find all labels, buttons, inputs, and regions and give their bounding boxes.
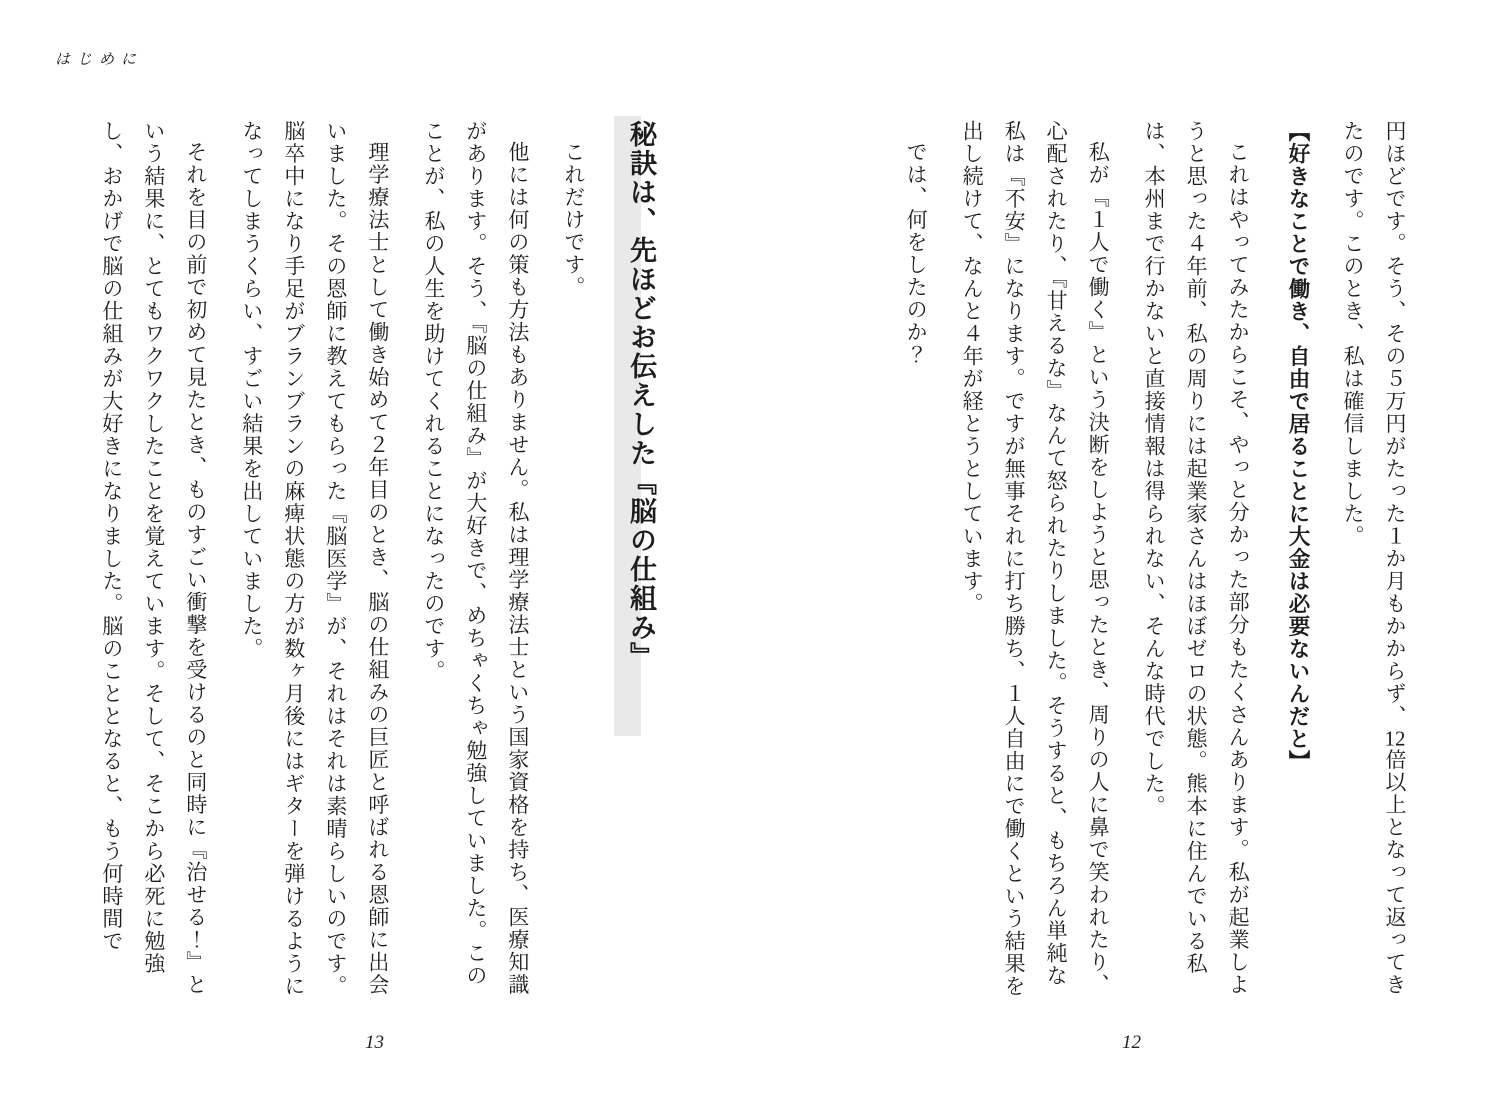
page12-paragraph-2: 私が『１人で働く』という決断をしようと思ったとき、周りの人に鼻で笑われたり、心配されたり、『甘えるな』なんて怒られたりしました。そうすると、もちろん単純な私は『不安』になります。ですが無事それに打ち勝ち、１人自由にで働くという結果を出し続けて、なんと４年が経とうとしています。 xyxy=(960,120,1111,998)
page13-paragraph-3: 理学療法士として働き始めて２年目のとき、脳の仕組みの巨匠と呼ばれる恩師に出会いました。その恩師に教えてもらった『脳医学』が、それはそれは素晴らしいのです。脳卒中になり手足がブランブランの麻痺状態の方が数ヶ月後にはギターを弾けるようになってしまうくらい、すごい結果を出していました。 xyxy=(239,120,390,998)
page12-section-heading: 【好きなことで働き、自由で居ることに大金は必要ないんだと】 xyxy=(1286,120,1310,773)
page13-paragraph-4: それを目の前で初めて見たとき、ものすごい衝撃を受けるのと同時に『治せる！』という結果に、とてもワクワクしたことを覚えています。そして、そこから必死に勉強し、おかげで脳の仕組みが大好きになりました。脳のこととなると、もう何時間で xyxy=(99,120,208,996)
page-12-text xyxy=(881,120,1416,1000)
page-number-13: 13 xyxy=(365,1032,384,1053)
page13-paragraph-2: 他には何の策も方法もありません。私は理学療法士という国家資格を持ち、医療知識があります。そう、『脳の仕組み』が大好きで、めちゃくちゃ勉強していました。このことが、私の人生を助けてくれることになったのです。 xyxy=(421,120,530,996)
page12-paragraph-continued: 円ほどです。そう、その５万円がたった１か月もかからず、12倍以上となって返ってきたのです。このとき、私は確信しました。 xyxy=(1341,120,1407,996)
page13-chapter-heading xyxy=(621,120,660,1000)
page-13-text xyxy=(77,120,660,1000)
page13-chapter-heading-label: 秘訣は、先ほどお伝えした『脳の仕組み』 xyxy=(626,120,656,671)
running-head: はじめに xyxy=(55,52,144,68)
page-number-12: 12 xyxy=(1122,1032,1141,1053)
page12-paragraph-1: これはやってみたからこそ、やっと分かった部分もたくさんあります。私が起業しようと思った４年前、私の周りには起業家さんはほぼゼロの状態。熊本に住んでいる私は、本州まで行かないと直接情報は得られない、そんな時代でした。 xyxy=(1142,120,1251,996)
page12-paragraph-question: では、何をしたのか？ xyxy=(904,141,929,366)
page13-paragraph-1: これだけです。 xyxy=(561,141,586,299)
